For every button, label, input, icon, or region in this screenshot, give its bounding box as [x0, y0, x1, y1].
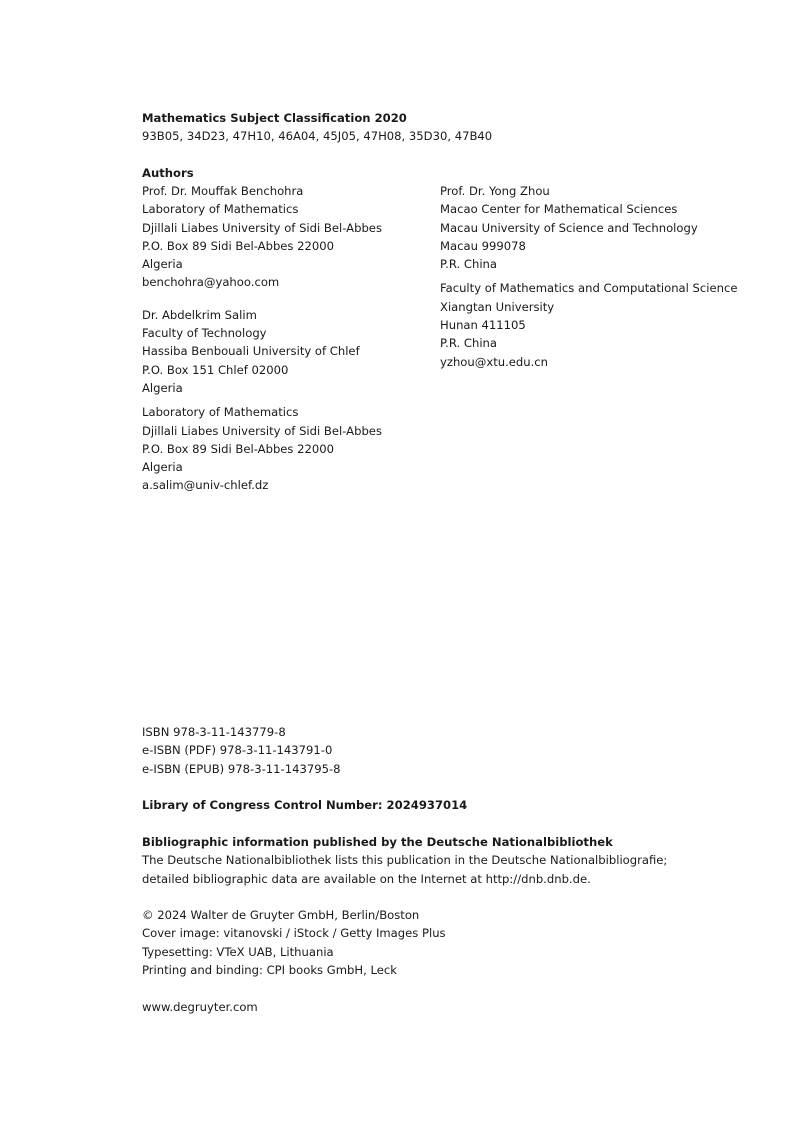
author-line: Macau 999078 — [440, 238, 526, 253]
author-line: Macao Center for Mathematical Sciences — [440, 202, 678, 217]
author-line: Algeria — [142, 257, 183, 272]
isbn-section — [142, 723, 341, 778]
authors-heading: Authors — [142, 166, 194, 180]
author-line: Djillali Liabes University of Sidi Bel-Abbes — [142, 423, 382, 438]
author-line: Faculty of Mathematics and Computational Science — [440, 281, 738, 296]
author-line: Laboratory of Mathematics — [142, 202, 299, 217]
author-line: P.O. Box 151 Chlef 02000 — [142, 362, 289, 377]
website-section — [142, 998, 258, 1016]
publisher-website: www.degruyter.com — [142, 1000, 258, 1014]
isbn-pdf: e-ISBN (PDF) 978-3-11-143791-0 — [142, 743, 333, 758]
author-line: P.O. Box 89 Sidi Bel-Abbes 22000 — [142, 238, 335, 253]
dnb-heading: Bibliographic information published by the Deutsche Nationalbibliothek — [142, 835, 613, 849]
author-line: Hunan 411105 — [440, 318, 526, 333]
isbn-print: ISBN 978-3-11-143779-8 — [142, 725, 286, 739]
author-line: Hassiba Benbouali University of Chlef — [142, 344, 360, 359]
dnb-text-line: The Deutsche Nationalbibliothek lists this publication in the Deutsche Nationalbibliografie; — [142, 853, 668, 868]
printing-credit: Printing and binding: CPI books GmbH, Leck — [142, 962, 397, 977]
author-line: Xiangtan University — [440, 299, 555, 314]
author-line: P.O. Box 89 Sidi Bel-Abbes 22000 — [142, 441, 335, 456]
copyright: © 2024 Walter de Gruyter GmbH, Berlin/Boston — [142, 908, 420, 922]
dnb-section — [142, 833, 667, 888]
author-line: Faculty of Technology — [142, 326, 267, 341]
author-line: Prof. Dr. Yong Zhou — [440, 184, 550, 198]
author-line: Algeria — [142, 380, 183, 395]
authors-left-column — [142, 182, 382, 495]
author-block-salim-second-affiliation — [142, 403, 382, 494]
dnb-text-line: detailed bibliographic data are available on the Internet at http://dnb.dnb.de. — [142, 871, 591, 886]
msc-section — [142, 109, 492, 146]
author-line: P.R. China — [440, 257, 497, 272]
author-line: Macau University of Science and Technology — [440, 220, 698, 235]
credits-section — [142, 906, 446, 979]
cover-credit: Cover image: vitanovski / iStock / Getty Images Plus — [142, 926, 446, 941]
author-email: a.salim@univ-chlef.dz — [142, 478, 269, 493]
author-line: Algeria — [142, 460, 183, 475]
author-email: yzhou@xtu.edu.cn — [440, 354, 549, 369]
author-email: benchohra@yahoo.com — [142, 275, 280, 290]
author-line: P.R. China — [440, 336, 497, 351]
author-block-benchohra — [142, 182, 382, 292]
authors-right-column — [440, 182, 738, 371]
loc-section — [142, 796, 467, 814]
author-line: Djillali Liabes University of Sidi Bel-Abbes — [142, 220, 382, 235]
typesetting-credit: Typesetting: VTeX UAB, Lithuania — [142, 944, 334, 959]
author-line: Laboratory of Mathematics — [142, 405, 299, 420]
loc-number: Library of Congress Control Number: 2024937014 — [142, 798, 468, 812]
msc-heading: Mathematics Subject Classification 2020 — [142, 111, 407, 125]
author-line: Dr. Abdelkrim Salim — [142, 307, 257, 322]
msc-codes: 93B05, 34D23, 47H10, 46A04, 45J05, 47H08, 35D30, 47B40 — [142, 129, 493, 144]
isbn-epub: e-ISBN (EPUB) 978-3-11-143795-8 — [142, 761, 341, 776]
author-block-salim — [142, 306, 382, 397]
author-block-zhou-second-affiliation — [440, 279, 738, 370]
author-block-zhou — [440, 182, 738, 273]
author-line: Prof. Dr. Mouffak Benchohra — [142, 184, 304, 198]
